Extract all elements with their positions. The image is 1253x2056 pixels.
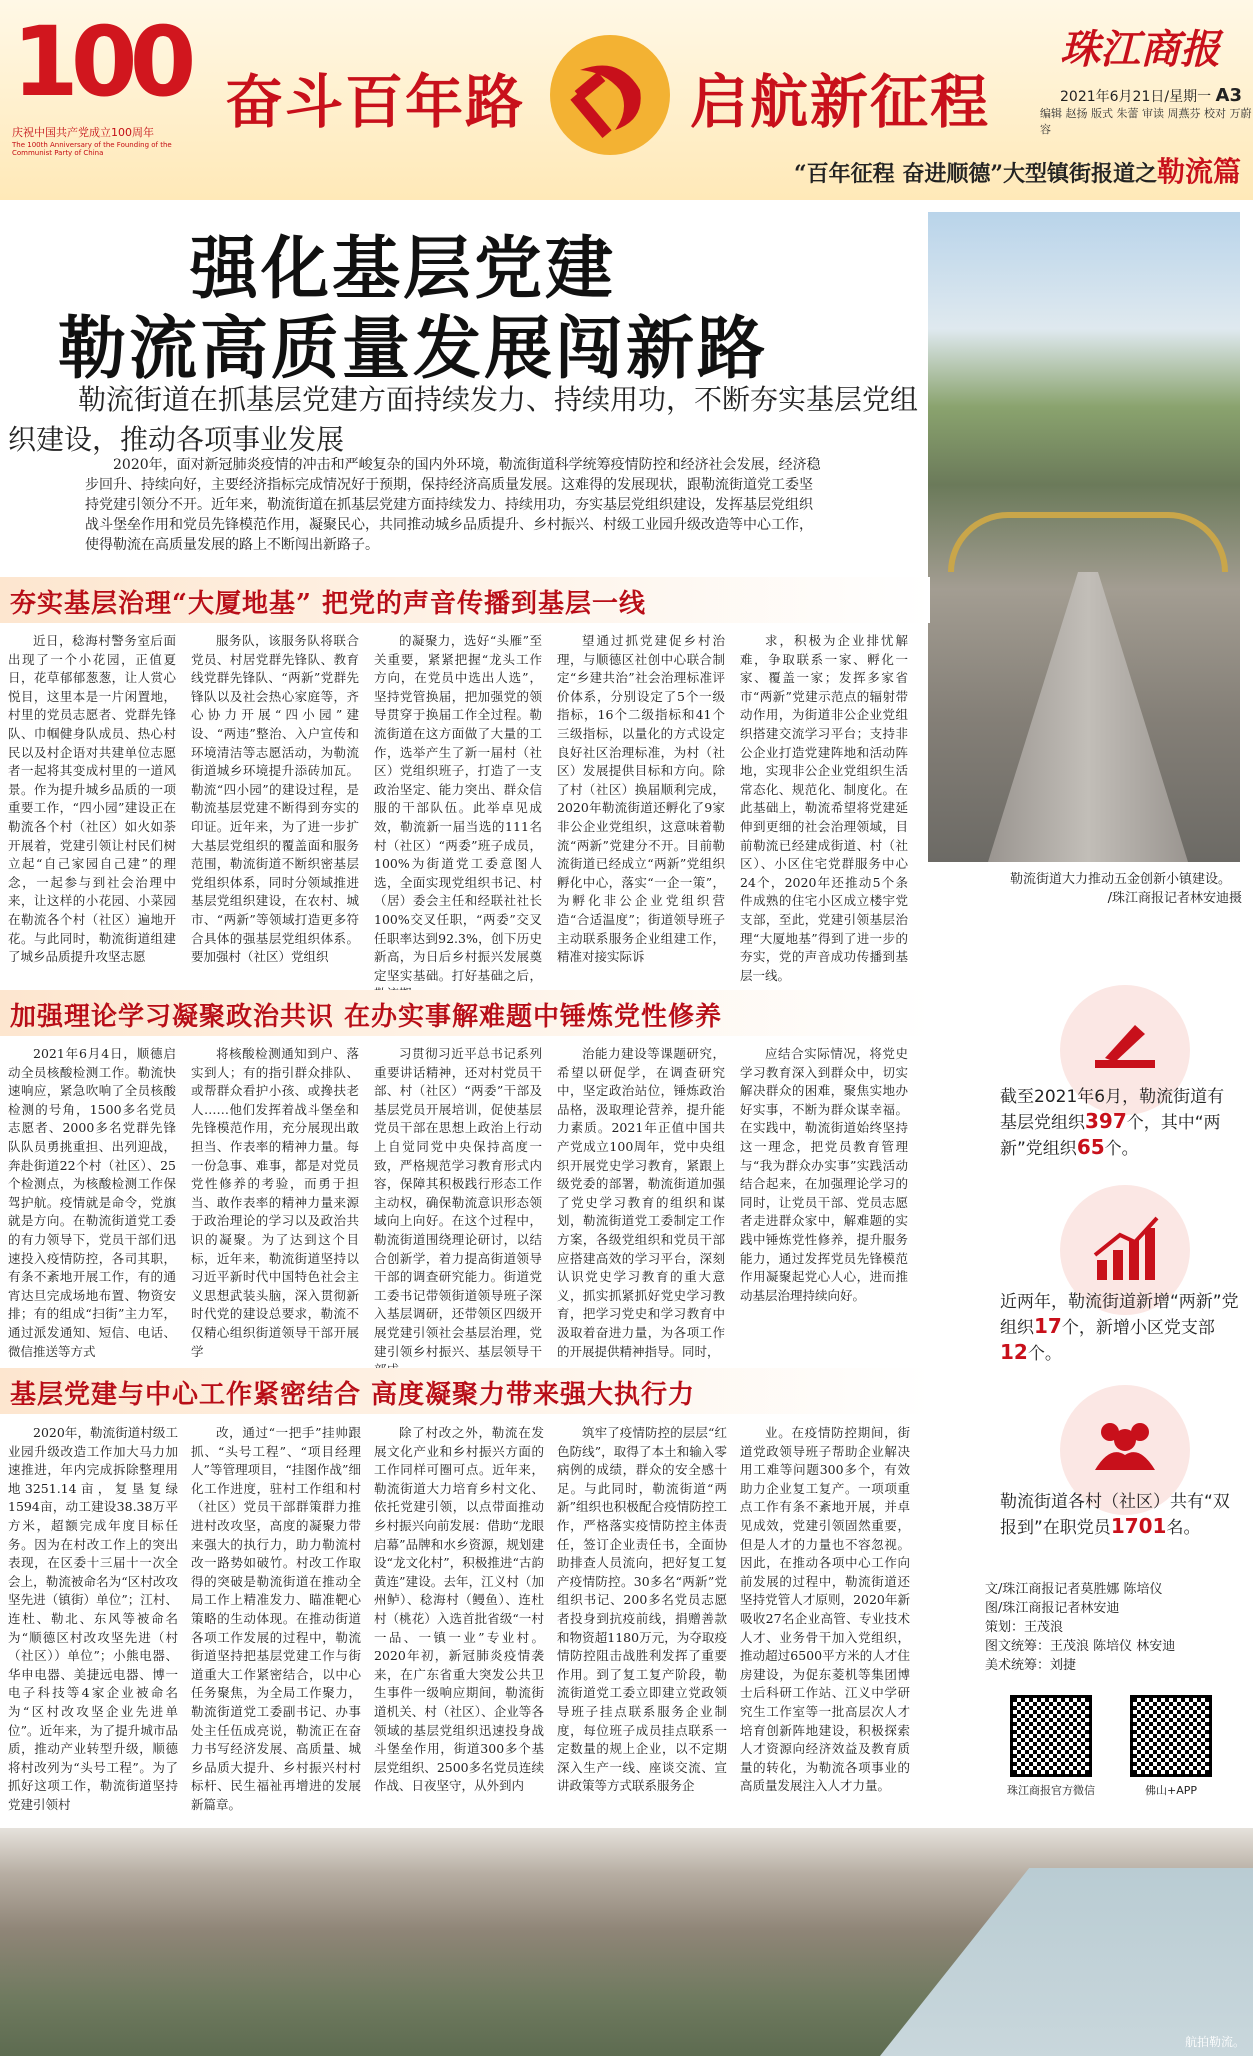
section-title-2: 加强理论学习凝聚政治共识 在办实事解难题中锤炼党性修养 (10, 1002, 723, 1032)
intro-paragraph: 2020年，面对新冠肺炎疫情的冲击和严峻复杂的国内外环境，勒流街道科学统筹疫情防控和经济社会发展，经济稳步回升、持续向好，主要经济指标完成情况好于预期，保持经济高质量发展。这难得的发展现状，跟勒流街道党工委坚持党建引领分不开。近年来，勒流街道在抓基层党建方面持续发力、持续用功，夯实基层党组织建设，发挥基层党组织战斗堡垒作用和党员先锋模范作用，凝聚民心，共同推动城乡品质提升、乡村振兴、村级工业园升级改造等中心工作，使得勒流在高质量发展的路上不断闯出新路子。 (85, 457, 821, 553)
people-icon (1085, 1410, 1165, 1490)
editor-credits: 编辑 赵扬 版式 朱蕾 审读 周燕芬 校对 万蔚容 (1040, 107, 1252, 136)
section-3-col-4: 筑牢了疫情防控的层层“红色防线”，取得了本土和输入零病例的成绩，群众的安全感十足。与此同时，勒流街道“两新”组织也积极配合疫情防控工作，严格落实疫情防控主体责任，签订企业责任书，全面协助排查人员流向，把好复工复产疫情防控。30多名“两新”党组织书记、200多名党员志愿者投身到抗疫前线，捐赠善款和物资超1180万元，为夺取疫情防控阻击战胜利发挥了重要作用。到了复工复产阶段，勒流街道党工委立即建立党政领导班子挂点联系服务企业制度，每位班子成员挂点联系一定数量的规上企业，以不定期深入生产一线、座谈交流、宣讲政策等方式联系服务企 (557, 1425, 727, 1794)
section-3-col-3: 除了村改之外，勒流在发展文化产业和乡村振兴方面的工作同样可圈可点。近年来，勒流街道大力培育乡村文化、依托党建引领，以点带面推动乡村振兴向前发展：借助“龙眼启幕”品牌和水乡资源，规划建设“龙文化村”，积极推进“古韵黄连”建设。去年，江义村（加州鲈）、稔海村（鳗鱼）、连杜村（桃花）入选首批省级“一村一品、一镇一业”专业村。2020年初，新冠肺炎疫情袭来，在广东省重大突发公共卫生事件一级响应期间，勒流街道机关、村（社区）、企业等各领域的基层党组织迅速投身战斗堡垒作用，街道300多个基层党组织、2500多名党员连续作战、日夜坚守，从外到内 (374, 1425, 544, 1794)
headline-block (0, 215, 930, 456)
series-title (794, 150, 1241, 190)
section-1-col-5: 求，积极为企业排忧解难，争取联系一家、孵化一家、覆盖一家；发挥多家省市“两新”党建示范点的辐射带动作用，为街道非公企业党组织搭建交流学习平台；支持非公企业打造党建阵地和活动阵地，实现非公企业党组织生活常态化、规范化、制度化。在此基础上，勒流希望将党建延伸到更细的社会治理领域，目前勒流已经建成街道、村（社区）、小区住宅党群服务中心24个，2020年还推动5个条件成熟的住宅小区成立楼宇党支部，至此，党建引领基层治理“大厦地基”得到了进一步的夯实，党的声音成功传播到基层一线。 (740, 633, 908, 983)
section-1-col-2: 服务队，该服务队将联合党员、村居党群先锋队、教育线党群先锋队、“两新”党群先锋队以及社会热心家庭等，齐心协力开展“四小园”建设、“两违”整治、入户宣传和环境清洁等志愿活动，为勒流街道城乡环境提升添砖加瓦。勒流“四小园”的建设过程，是勒流基层党建不断得到夯实的印证。近年来，为了进一步扩大基层党组织的覆盖面和服务范围，勒流街道不断织密基层党组织体系，同时分领域推进基层党组织建设，在农村、城市、“两新”等领域打造更多符合具体的强基层党组织体系。要加强村（社区）党组织 (191, 633, 359, 965)
centennial-number: 100 (12, 6, 189, 118)
section-3-col-1: 2020年，勒流街道村级工业园升级改造工作加大马力加速推进，年内完成拆除整理用地3251.14亩，复垦复绿1594亩，动工建设38.38万平方米，超额完成年度目标任务。因为在村改工作上的突出表现，在区委十三届十一次全会上，勒流被命名为“区村改攻坚先进（镇街）单位”；江村、连杜、勒北、东风等被命名为“顺德区村改攻坚先进（村（社区））单位”；小熊电器、华申电器、美捷远电器、博一电子科技等4家企业被命名为“区村改攻坚企业先进单位”。近年来，为了提升城市品质，推动产业转型升级，顺德将村改列为“头号工程”。为了抓好这项工作，勒流街道坚持党建引领村 (8, 1425, 178, 1812)
section-3-col-2: 改，通过“一把手”挂帅跟抓、“头号工程”、“项目经理人”等管理项目，“挂图作战”细化工作进度，驻村工作组和村（社区）党员干部群策群力推进村改攻坚，高度的凝聚力带来强大的执行力，助力勒流村改一路势如破竹。村改工作取得的突破是勒流街道在推动全局工作上精准发力、瞄准靶心策略的生动体现。在推动街道各项工作发展的过程中，勒流街道坚持把基层党建工作与街道重大工作紧密结合，以中心任务聚焦，为全局工作聚力，勒流街道党工委副书记、办事处主任伍成亮说，勒流正在奋力书写经济发展、高质量、城乡品质大提升、乡村振兴村村标杆、民生福祉再增进的发展新篇章。 (191, 1425, 361, 1812)
qr-label-app: 佛山+APP (1144, 1784, 1197, 1797)
flag-icon (1085, 1010, 1165, 1090)
stat-2: 近两年，勒流街道新增“两新”党组织17个，新增小区党支部12个。 (1000, 1292, 1239, 1364)
section-heading-3 (0, 1368, 930, 1414)
masthead (0, 0, 1253, 200)
photo-road (988, 572, 1188, 862)
photo-aerial-leliu (0, 1828, 1253, 2056)
dateline (1060, 85, 1242, 106)
photo-bottom-caption: 航拍勒流。 (1184, 2035, 1245, 2049)
article-credits (985, 1580, 1245, 1675)
page-number: A3 (1215, 85, 1242, 106)
section-1-col-1: 近日，稔海村警务室后面出现了一个小花园，正值夏日，花草郁郁葱葱，让人赏心悦目，这里本是一片闲置地，村里的党员志愿者、党群先锋队、巾帼健身队成员、热心村民以及村企语对共建单位志愿者一起将其变成村里的一道风景。作为提升城乡品质的一项重要工作，“四小园”建设正在勒流各个村（社区）如火如荼开展着，党建引领让村民们树立起“自己家园自己建”的理念，一起参与到社会治理中来，让这样的小花园、小菜园在勒流各个村（社区）遍地开花。与此同时，勒流街道组建了城乡品质提升攻坚志愿 (8, 633, 176, 965)
qr-code-app[interactable] (1130, 1695, 1212, 1777)
section-2-col-1: 2021年6月4日，顺德启动全员核酸检测工作。勒流快速响应，紧急吹响了全员核酸检测的号角，1500多名党员志愿者、2000多名党群先锋队队员勇挑重担、出列迎战，奔赴街道22个村（社区）、25个检测点，为核酸检测工作保驾护航。疫情就是命令，党旗就是方向。在勒流街道党工委的有力领导下，党员干部们迅速投入疫情防控，各司其职，有条不紊地开展工作，有的通宵达旦完成场地布置、物资安排；有的组成“扫街”主力军，通过派发通知、短信、电话、微信推送等方式 (8, 1046, 176, 1359)
section-title-3: 基层党建与中心工作紧密结合 高度凝聚力带来强大执行力 (10, 1380, 696, 1410)
slogan-right: 启航新征程 (690, 68, 991, 136)
qr-label-wechat: 珠江商报官方微信 (1007, 1784, 1095, 1797)
stat-2-num1: 17 (1034, 1314, 1062, 1338)
credit-line: 美术统筹：刘捷 (985, 1658, 1077, 1673)
centennial-logo (12, 6, 189, 164)
section-heading-1 (0, 577, 930, 623)
section-2-col-2: 将核酸检测通知到户、落实到人；有的指引群众排队、或帮群众看护小孩、或搀扶老人……他们发挥着战斗堡垒和先锋模范作用，充分展现出敢担当、作表率的精神力量。每一份急事、难事，都是对党员党性修养的考验，而勇于担当、敢作表率的精神力量来源于政治理论的学习以及政治共识的凝聚。为了达到这个目标，近年来，勒流街道坚持以习近平新时代中国特色社会主义思想武装头脑，深入贯彻新时代党的建设总要求，勒流不仅精心组织街道领导干部开展学 (191, 1046, 359, 1359)
headline-line2: 勒流高质量发展闯新路 (58, 309, 769, 389)
photo-top-caption (1010, 870, 1242, 908)
headline-subtitle: 勒流街道在抓基层党建方面持续发力、持续用功，不断夯实基层党组织建设，推动各项事业发展 (8, 383, 919, 456)
stat-2-num2: 12 (1000, 1340, 1028, 1364)
section-3-body (8, 1424, 968, 1819)
credit-line: 策划：王茂浪 (985, 1620, 1064, 1635)
stat-1-num2: 65 (1076, 1135, 1105, 1159)
section-3-col-5: 业。在疫情防控期间，街道党政领导班子帮助企业解决用工难等问题300多个，有效助力企业复工复产。一项项重点工作有条不紊地开展，并卓见成效，党建引领固然重要，但是人才的力量也不容忽视。因此，在推动各项中心工作向前发展的过程中，勒流街道还坚持党管人才原则，2020年新吸收27名企业高管、专业技术人才、业务骨干加入党组织，推动超过6500平方米的人才住房建设，为促东菱机等集团博士后科研工作站、江义中学研究生工作室等一批高层次人才培育创新阵地建设，积极探索人才资源向经济效益及教育质量的转化，为勒流各项事业的高质量发展注入人才力量。 (740, 1425, 910, 1794)
centennial-caption: 庆祝中国共产党成立100周年 (12, 126, 154, 139)
section-1-col-3: 的凝聚力，选好“头雁”至关重要，紧紧把握“龙头工作方向，在党员中选出人选”，坚持党管换届，把加强党的领导贯穿于换届工作全过程。勒流街道在这方面做了大量的工作，选举产生了新一届村（社区）党组织班子，打造了一支政治坚定、能力突出、群众信服的干部队伍。此举卓见成效，勒流新一届当选的111名村（社区）“两委”班子成员，100%为街道党工委意图人选，全面实现党组织书记、村（居）委会主任和经联社社长100%交叉任职，“两委”交叉任职率达到92.3%，创下历史新高，为日后乡村振兴发展奠定坚实基础。打好基础之后， (374, 633, 542, 983)
photo-top-credit: /珠江商报记者林安迪摄 (1107, 891, 1242, 906)
photo-top-caption-text: 勒流街道大力推动五金创新小镇建设。 (1010, 872, 1232, 887)
credit-line: 文/珠江商报记者莫胜娜 陈培仪 (985, 1582, 1163, 1597)
issue-date: 2021年6月21日/星期一 (1060, 89, 1212, 105)
series-name: 勒流篇 (1156, 155, 1241, 188)
photo-industrial-town (928, 212, 1240, 862)
section-heading-2 (0, 990, 930, 1036)
section-2-col-3: 习贯彻习近平总书记系列重要讲话精神，还对村党员干部、村（社区）“两委”干部及基层党员开展培训，促使基层党员干部在思想上政治上行动上自觉同党中央保持高度一致，严格规范学习教育形式内容，保障其积极践行形态工作主动权，确保勒流意识形态领域向上向好。在这个过程中，勒流街道围绕理论研讨，以结合创新学，着力提高街道领导干部的调查研究能力。街道党工委书记带领街道领导班子深入基层调研，还带领区四级开展党建引领社会基层治理，党建引领乡村振兴、基层领导干 (374, 1046, 542, 1359)
section-title-1: 夯实基层治理“大厦地基” 把党的声音传播到基层一线 (10, 589, 646, 619)
stat-1: 截至2021年6月，勒流街道有基层党组织397个，其中“两新”党组织65个。 (1000, 1087, 1225, 1159)
section-2-col-5: 应结合实际情况，将党史学习教育深入到群众中，切实解决群众的困难，聚焦实地办好实事，不断为群众谋幸福。在实践中，勒流街道始终坚持这一理念，把党员教育管理与“我为群众办实事”实践活动结合起来，在加强理论学习的同时，让党员干部、党员志愿者走进群众家中，解难题的实践中锤炼党性修养，提升服务能力，通过发挥党员先锋模范作用凝聚起党心人心，进而推动基层治理持续向好。 (740, 1046, 908, 1303)
party-emblem-icon (545, 30, 675, 160)
stat-3-num1: 1701 (1110, 1514, 1167, 1538)
section-2-body (8, 1045, 923, 1359)
photo-arch-gate (948, 512, 1228, 572)
credit-line: 图/珠江商报记者林安迪 (985, 1601, 1120, 1616)
section-1-col-4: 望通过抓党建促乡村治理，与顺德区社创中心联合制定“乡建共治”社会治理标准评价体系，分别设定了5个一级指标，16个二级指标和41个三级指标，以量化的方式设定良好社区治理标准，为村（社区）发展提供目标和方向。除了村（社区）换届顺利完成，2020年勒流街道还孵化了9家非公企业党组织，这意味着勒流“两新”党建分不开。目前勒流街道已经成立“两新”党组织孵化中心，落实“一企一策”，为孵化非公企业党组织营造“合适温度”；街道领导班子主动联系服务企业组建工作，精准对接实际诉 (557, 633, 725, 965)
stat-1-num1: 397 (1085, 1109, 1127, 1133)
stat-3: 勒流街道各村（社区）共有“双报到”在职党员1701名。 (1000, 1492, 1230, 1538)
qr-code-wechat[interactable] (1010, 1695, 1092, 1777)
headline-line1: 强化基层党建 (190, 229, 617, 309)
photo-river (880, 1868, 1253, 2056)
centennial-caption-en: The 100th Anniversary of the Founding of the Communist Party of China (12, 141, 172, 157)
section-2-col-4: 治能力建设等课题研究，希望以研促学，在调查研究中，坚定政治站位，锤炼政治品格，汲取理论营养，提升能力素质。2021年正值中国共产党成立100周年，党中央组织开展党史学习教育，紧跟上级党委的部署，勒流街道加强了党史学习教育的组织和谋划，勒流街道党工委制定工作方案，各级党组织和党员干部应搭建高效的学习平台，深刻认识党史学习教育的重大意义，抓实抓紧抓好党史学习教育，把学习党史和学习教育中汲取着奋进力量，为各项工作的开展提供精神指导。同时， (557, 1046, 725, 1359)
paper-name: 珠江商报 (1060, 26, 1220, 73)
growth-chart-icon (1085, 1210, 1165, 1290)
section-1-body (8, 632, 923, 983)
slogan-left: 奋斗百年路 (225, 68, 526, 136)
credit-line: 图文统筹：王茂浪 陈培仪 林安迪 (985, 1639, 1176, 1654)
series-prefix: “百年征程 奋进顺德”大型镇街报道之 (794, 161, 1157, 187)
